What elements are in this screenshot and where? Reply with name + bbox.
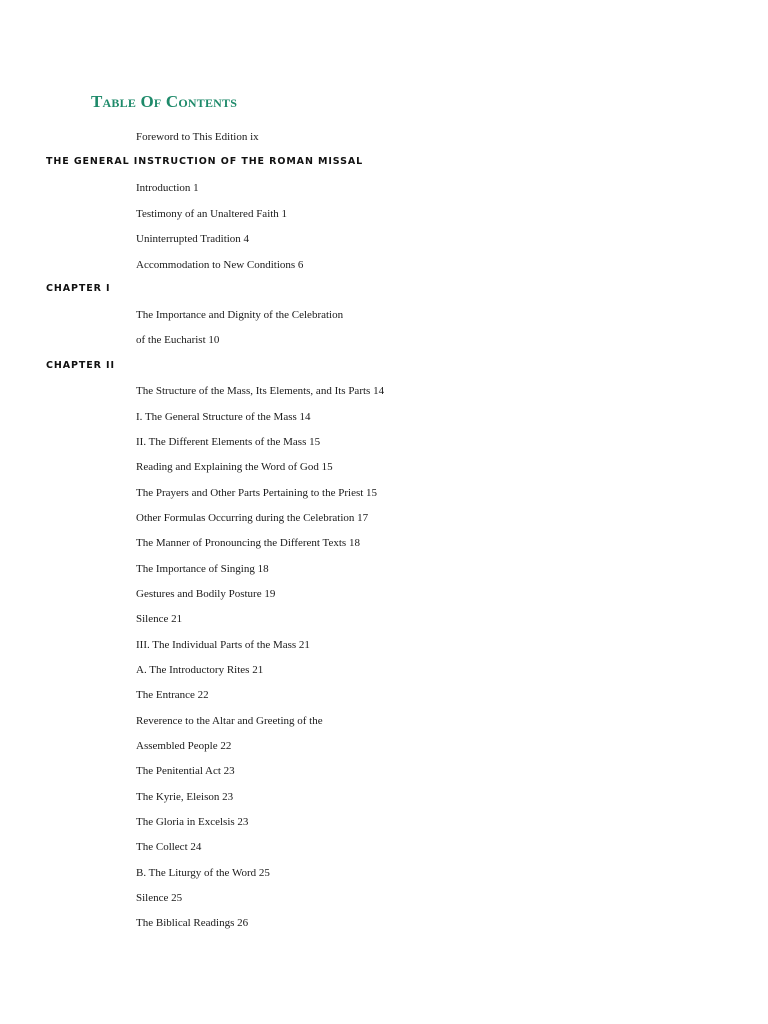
toc-entry[interactable]: The Collect 24 [136,841,202,853]
toc-entry[interactable]: The Importance and Dignity of the Celebration [136,309,344,321]
toc-entry[interactable]: B. The Liturgy of the Word 25 [136,867,270,879]
toc-entry[interactable]: III. The Individual Parts of the Mass 21 [136,639,310,651]
toc-entry[interactable]: Reading and Explaining the Word of God 15 [136,461,333,473]
toc-entry[interactable]: The Gloria in Excelsis 23 [136,816,249,828]
toc-entry[interactable]: The Importance of Singing 18 [136,563,269,575]
toc-entry[interactable]: Foreword to This Edition ix [136,131,259,143]
toc-entry[interactable]: Other Formulas Occurring during the Celebration 17 [136,512,369,524]
toc-entry[interactable]: Assembled People 22 [136,740,232,752]
toc-entry[interactable]: The Structure of the Mass, Its Elements, and Its Parts 14 [136,385,385,397]
toc-entry[interactable]: The Entrance 22 [136,689,209,701]
toc-entry[interactable]: The Manner of Pronouncing the Different Texts 18 [136,537,360,549]
toc-entry[interactable]: Uninterrupted Tradition 4 [136,233,250,245]
toc-entry[interactable]: The Prayers and Other Parts Pertaining to the Priest 15 [136,487,378,499]
toc-entry[interactable]: Silence 25 [136,892,183,904]
toc-entry[interactable]: Silence 21 [136,613,183,625]
toc-entry[interactable]: Gestures and Bodily Posture 19 [136,588,276,600]
toc-section-heading: CHAPTER II [46,360,115,371]
toc-section-heading: THE GENERAL INSTRUCTION OF THE ROMAN MISSAL [46,156,364,167]
toc-entry[interactable]: The Kyrie, Eleison 23 [136,791,234,803]
toc-entry[interactable]: A. The Introductory Rites 21 [136,664,264,676]
toc-entry[interactable]: Introduction 1 [136,182,199,194]
toc-section-heading: CHAPTER I [46,283,111,294]
toc-entry[interactable]: II. The Different Elements of the Mass 15 [136,436,321,448]
toc-entry[interactable]: The Biblical Readings 26 [136,917,249,929]
toc-entry[interactable]: I. The General Structure of the Mass 14 [136,411,311,423]
toc-entry[interactable]: of the Eucharist 10 [136,334,220,346]
toc-entry[interactable]: The Penitential Act 23 [136,765,235,777]
toc-entry[interactable]: Reverence to the Altar and Greeting of the [136,715,323,727]
page-title: Table Of Contents [91,92,238,111]
toc-entry[interactable]: Testimony of an Unaltered Faith 1 [136,208,288,220]
toc-entry[interactable]: Accommodation to New Conditions 6 [136,259,304,271]
